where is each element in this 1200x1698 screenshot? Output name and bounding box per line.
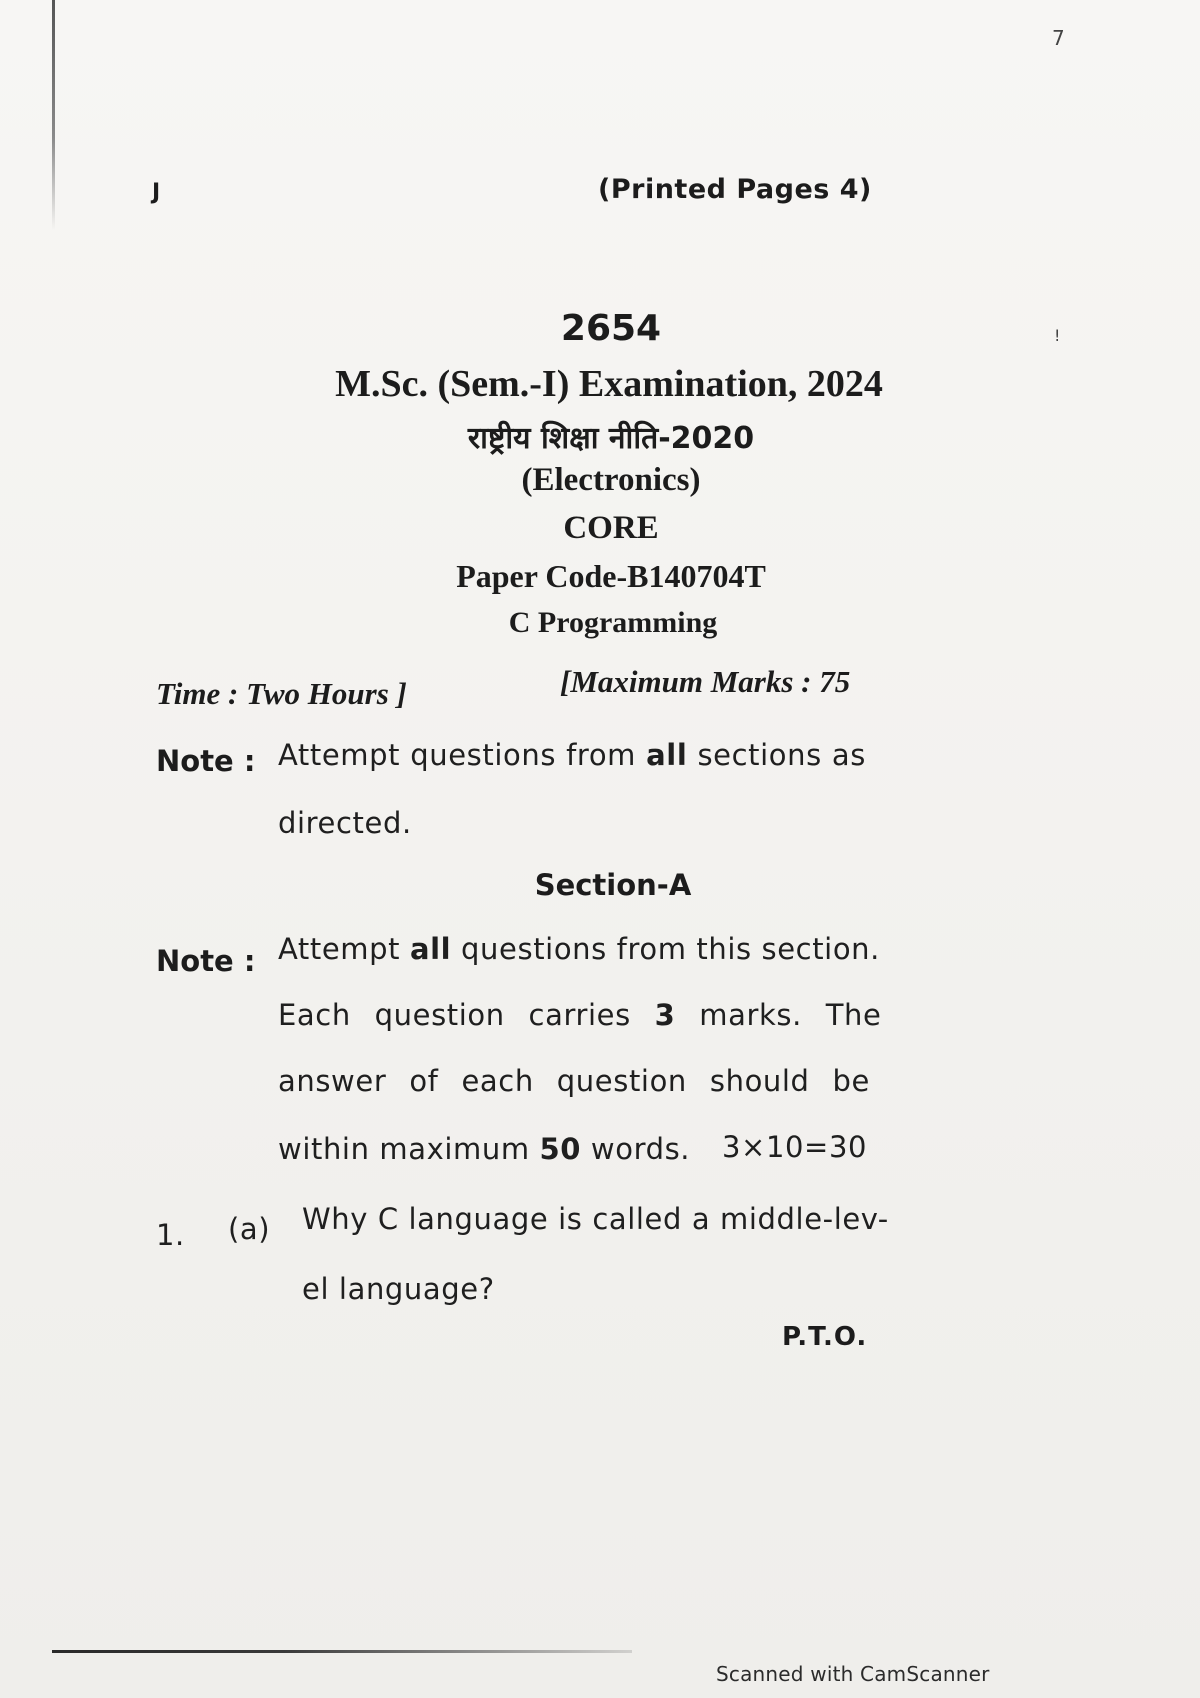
general-note-text-after: sections as [687,738,866,772]
maximum-marks: [Maximum Marks : 75 [560,664,851,699]
general-note-line2: directed. [278,806,412,840]
scanner-watermark: Scanned with CamScanner [716,1662,990,1686]
section-a-note-line3: answer of each question should be [278,1064,870,1098]
section-a-line4-before: within maximum [278,1132,540,1166]
paper-number: 2654 [560,308,662,349]
section-a-heading: Section-A [534,868,692,902]
section-a-note-label: Note : [156,944,256,978]
margin-mark-top: 7 [1052,26,1065,50]
subject: (Electronics) [521,462,701,498]
section-a-line4-after: words. [581,1132,691,1166]
general-note-bold: all [646,738,688,772]
paper-name: C Programming [508,606,718,639]
question-text-line1: Why C language is called a middle-lev- [302,1202,889,1236]
time-allowed: Time : Two Hours ] [156,676,407,711]
scan-bottom-edge [52,1650,632,1653]
policy-line: राष्ट्रीय शिक्षा नीति-2020 [467,421,755,456]
question-text-line2: el language? [302,1272,495,1306]
section-a-note-line4 [278,1132,690,1166]
general-note-label: Note : [156,744,256,778]
section-a-line1-bold: all [409,932,452,966]
set-letter: J [152,180,161,205]
question-part: (a) [228,1212,271,1246]
section-a-note-line1 [278,932,880,966]
printed-pages: (Printed Pages 4) [598,174,872,205]
paper-code: Paper Code-B140704T [456,558,766,594]
section-a-line2-bold: 3 [654,998,676,1032]
question-number: 1. [156,1218,185,1252]
general-note-line1 [278,738,866,772]
general-note-text-before: Attempt questions from [278,738,647,772]
exam-title: M.Sc. (Sem.-I) Examination, 2024 [335,363,883,405]
section-a-line2-after: marks. The [675,998,882,1032]
section-a-marks-formula: 3×10=30 [722,1130,868,1164]
scan-edge-shadow [52,0,55,230]
section-a-note-line2 [278,998,882,1032]
section-a-line2-before: Each question carries [278,998,655,1032]
section-a-line4-bold: 50 [539,1132,582,1166]
section-a-line1-after: questions from this section. [451,932,880,966]
pto-marker: P.T.O. [782,1322,868,1352]
margin-mark-right: ! [1054,326,1061,345]
section-a-line1-before: Attempt [278,932,410,966]
category: CORE [563,510,659,546]
